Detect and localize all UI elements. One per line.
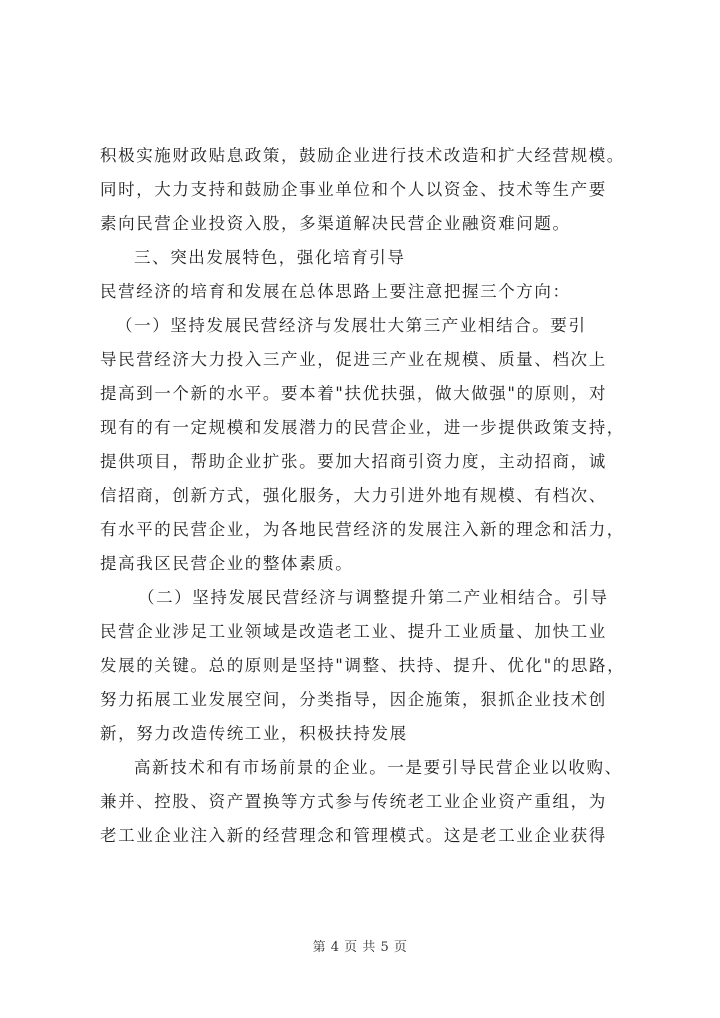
text-line: 提高我区民营企业的整体素质。 [100, 554, 354, 573]
section-heading: 三、突出发展特色，强化培育引导 [134, 248, 406, 267]
text-line: 民营企业涉足工业领域是改造老工业、提升工业质量、加快工业 [100, 622, 607, 641]
page-number-footer: 第 4 页 共 5 页 [312, 940, 408, 955]
text-line: 发展的关键。总的原则是坚持"调整、扶持、提升、优化"的思路， [100, 656, 626, 675]
text-line: 老工业企业注入新的经营理念和管理模式。这是老工业企业获得 [100, 826, 607, 845]
text-line: 提供项目，帮助企业扩张。要加大招商引资力度，主动招商，诚 [100, 452, 607, 471]
text-line: 努力拓展工业发展空间，分类指导，因企施策，狠抓企业技术创 [100, 690, 607, 709]
text-line: 导民营经济大力投入三产业，促进三产业在规模、质量、档次上 [100, 350, 607, 369]
text-line: 新，努力改造传统工业，积极扶持发展 [100, 724, 408, 743]
text-line: 高新技术和有市场前景的企业。一是要引导民营企业以收购、 [134, 758, 623, 777]
document-body [100, 139, 660, 853]
text-line: 积极实施财政贴息政策，鼓励企业进行技术改造和扩大经营规模。 [100, 146, 625, 165]
subsection-heading: （一）坚持发展民营经济与发展壮大第三产业相结合。要引 [116, 316, 587, 335]
text-line: 兼并、控股、资产置换等方式参与传统老工业企业资产重组，为 [100, 792, 607, 811]
text-line: 同时，大力支持和鼓励企事业单位和个人以资金、技术等生产要 [100, 180, 607, 199]
text-line: 有水平的民营企业，为各地民营经济的发展注入新的理念和活力， [100, 520, 625, 539]
text-line: 民营经济的培育和发展在总体思路上要注意把握三个方向： [100, 282, 571, 301]
subsection-heading: （二）坚持发展民营经济与调整提升第二产业相结合。引导 [138, 588, 609, 607]
text-line: 素向民营企业投资入股，多渠道解决民营企业融资难问题。 [100, 214, 571, 233]
text-line: 信招商，创新方式，强化服务，大力引进外地有规模、有档次、 [100, 486, 607, 505]
text-line: 提高到一个新的水平。要本着"扶优扶强，做大做强"的原则，对 [100, 384, 608, 403]
text-line: 现有的有一定规模和发展潜力的民营企业，进一步提供政策支持， [100, 418, 625, 437]
